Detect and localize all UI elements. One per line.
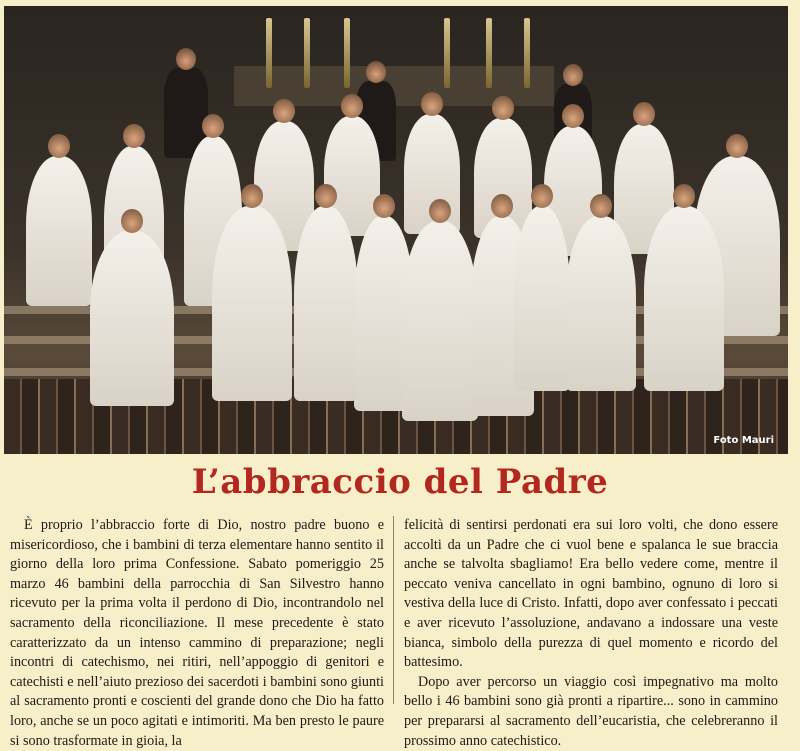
- photo-credit: Foto Mauri: [713, 435, 774, 446]
- child-figure: [26, 156, 92, 306]
- candlestick: [344, 18, 350, 88]
- article-title: L’abbraccio del Padre: [191, 462, 609, 502]
- article-column-right: [404, 516, 778, 749]
- article-paragraph: felicità di sentirsi perdonati era sui loro volti, che dono essere accolti da un Padre che ci vuol bene e spalanca le sue braccia anche se talvolta sbagliamo! Era bello vedere come, mentre il peccato veniva cancellato in ogni bambino, ognuno di loro si vestiva della luce di Cristo. Infatti, dopo aver confessato i peccati e aver ricevuto l’assoluzione, andavano a indossare una veste bianca, simbolo della purezza di quel momento e ricordo del battesimo.: [404, 517, 778, 671]
- child-figure: [644, 206, 724, 391]
- child-figure: [566, 216, 636, 391]
- column-divider: [393, 516, 394, 704]
- article-paragraph: Dopo aver percorso un viaggio così impegnativo ma molto bello i 46 bambini sono già pronti a ripartire... sono in cammino per prepararsi al sacramento dell’eucaristia, che celebreranno il prossimo anno catechistico.: [404, 673, 778, 749]
- child-figure: [212, 206, 292, 401]
- child-figure: [90, 231, 174, 406]
- candlestick: [486, 18, 492, 88]
- article-column-left: [10, 516, 384, 749]
- group-photo: [4, 6, 788, 454]
- child-figure: [294, 206, 358, 401]
- child-figure: [402, 221, 478, 421]
- candlestick: [524, 18, 530, 88]
- candlestick: [266, 18, 272, 88]
- candlestick: [304, 18, 310, 88]
- candlestick: [444, 18, 450, 88]
- article-paragraph: È proprio l’abbraccio forte di Dio, nostro padre buono e misericordioso, che i bambini di terza elementare hanno sentito il giorno della loro prima Confessione. Sabato pomeriggio 25 marzo 46 bambini della parrocchia di San Silvestro hanno ricevuto per la prima volta il perdono di Dio, incontrandolo nel sacramento della riconciliazione. Il mese precedente è stato caratterizzato da un intenso cammino di preparazione; negli incontri di catechismo, nei ritiri, nell’appoggio di genitori e catechisti e nell’aiuto prezioso dei sacerdoti i bambini sono giunti al sacramento pronti e coscienti del grande dono che Dio ha fatto loro, anche se un poco agitati e intimoriti. Ma ben presto le paure si sono trasformate in gioia, la: [10, 517, 384, 749]
- child-figure: [514, 206, 570, 391]
